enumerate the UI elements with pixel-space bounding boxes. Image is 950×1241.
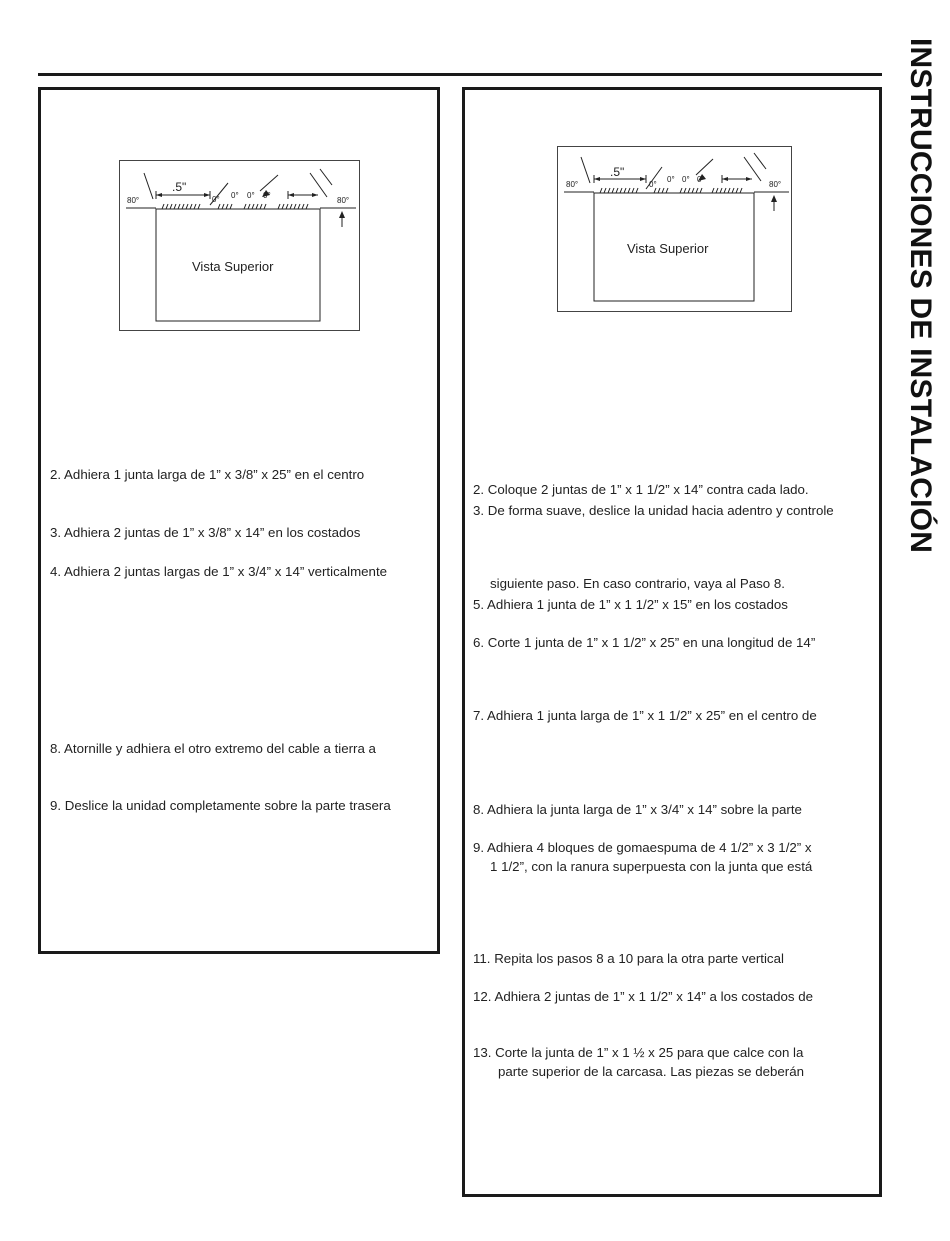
right-step-5: 5. Adhiera 1 junta de 1” x 1 1/2” x 15” en los costados — [473, 597, 788, 612]
left-angle-left: 80° — [127, 196, 140, 205]
right-step-11: 11. Repita los pasos 8 a 10 para la otra parte vertical — [473, 951, 784, 966]
left-view-label: Vista Superior — [192, 259, 274, 274]
left-zero-label-1: 0° — [212, 195, 220, 204]
right-top-view-diagram — [557, 146, 792, 312]
right-angle-left: 80° — [566, 180, 579, 189]
right-angle-right: 80° — [769, 180, 782, 189]
left-zero-label-2: 0° — [231, 191, 239, 200]
right-step-3: 3. De forma suave, deslice la unidad hacia adentro y controle — [473, 503, 834, 518]
right-diagram-drawing — [558, 147, 793, 313]
right-zero-label-1: 0° — [649, 180, 657, 189]
right-step-2: 2. Coloque 2 juntas de 1” x 1 1/2” x 14” contra cada lado. — [473, 482, 809, 497]
left-angle-right: 80° — [337, 196, 350, 205]
left-step-3: 3. Adhiera 2 juntas de 1” x 3/8” x 14” en los costados — [50, 525, 361, 540]
right-step-12: 12. Adhiera 2 juntas de 1” x 1 1/2” x 14” a los costados de — [473, 989, 814, 1004]
top-rule — [38, 73, 882, 76]
right-step-6: 6. Corte 1 junta de 1” x 1 1/2” x 25” en una longitud de 14” — [473, 635, 816, 650]
left-dim-label: .5" — [172, 180, 187, 194]
right-step-7: 7. Adhiera 1 junta larga de 1” x 1 1/2” x 25” en el centro de — [473, 708, 817, 723]
right-step-9-line-2: 1 1/2”, con la ranura superpuesta con la junta que está — [490, 859, 813, 874]
left-diagram-drawing — [120, 161, 361, 332]
right-step-4-continuation: siguiente paso. En caso contrario, vaya al Paso 8. — [490, 576, 785, 591]
left-top-view-diagram — [119, 160, 360, 331]
side-title: INSTRUCCIONES DE INSTALACIÓN — [904, 38, 937, 554]
left-zero-label-3: 0° — [247, 191, 255, 200]
left-step-4: 4. Adhiera 2 juntas largas de 1” x 3/4” x 14” verticalmente — [50, 564, 388, 579]
right-zero-label-4: 0° — [697, 175, 705, 184]
right-zero-label-3: 0° — [682, 175, 690, 184]
right-step-13-line-1: 13. Corte la junta de 1” x 1 ½ x 25 para que calce con la — [473, 1045, 804, 1060]
right-step-9-line-1: 9. Adhiera 4 bloques de gomaespuma de 4 1/2” x 3 1/2” x — [473, 840, 812, 855]
left-step-2: 2. Adhiera 1 junta larga de 1” x 3/8” x 25” en el centro — [50, 467, 365, 482]
left-step-8: 8. Atornille y adhiera el otro extremo del cable a tierra a — [50, 741, 376, 756]
right-step-9 — [473, 838, 812, 876]
left-step-9: 9. Deslice la unidad completamente sobre la parte trasera — [50, 798, 391, 813]
right-zero-label-2: 0° — [667, 175, 675, 184]
right-step-8: 8. Adhiera la junta larga de 1” x 3/4” x 14” sobre la parte — [473, 802, 802, 817]
left-zero-label-4: 0° — [263, 191, 271, 200]
right-view-label: Vista Superior — [627, 241, 709, 256]
right-step-13 — [473, 1043, 804, 1081]
right-dim-label: .5" — [610, 165, 625, 179]
right-step-13-line-2: parte superior de la carcasa. Las piezas se deberán — [498, 1064, 805, 1079]
